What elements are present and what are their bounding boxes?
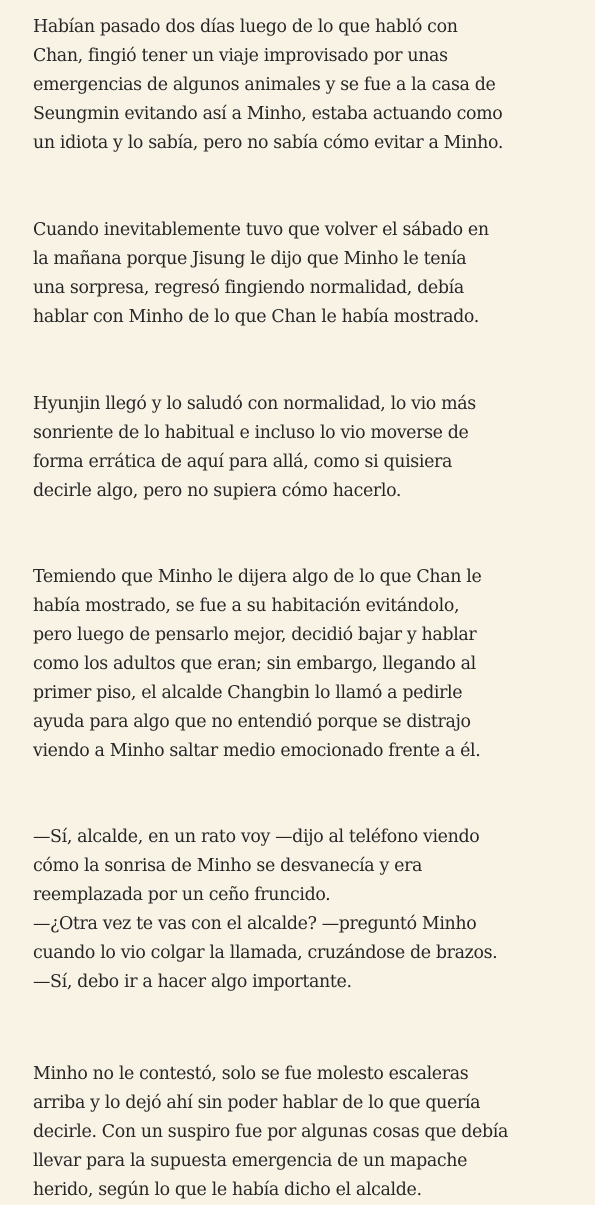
text-line: herido, según lo que le había dicho el alcalde.: [33, 1180, 422, 1200]
paragraph-8: [33, 1060, 583, 1205]
text-line: —Sí, debo ir a hacer algo importante.: [33, 972, 352, 992]
text-line: una sorpresa, regresó fingiendo normalidad, debía: [33, 278, 464, 298]
text-line: —¿Otra vez te vas con el alcalde? —preguntó Minho: [33, 914, 477, 934]
text-line: emergencias de algunos animales y se fue a la casa de: [33, 75, 496, 95]
text-line: como los adultos que eran; sin embargo, llegando al: [33, 654, 476, 674]
text-line: había mostrado, se fue a su habitación evitándolo,: [33, 596, 460, 616]
text-line: un idiota y lo sabía, pero no sabía cómo evitar a Minho.: [33, 133, 504, 153]
paragraph-2: [33, 216, 583, 332]
text-line: —Sí, alcalde, en un rato voy —dijo al teléfono viendo: [33, 827, 480, 847]
text-line: primer piso, el alcalde Changbin lo llamó a pedirle: [33, 683, 463, 703]
text-line: Cuando inevitablemente tuvo que volver el sábado en: [33, 220, 489, 240]
text-line: decirle algo, pero no supiera cómo hacerlo.: [33, 481, 402, 501]
paragraph-3: [33, 390, 583, 506]
text-line: la mañana porque Jisung le dijo que Minho le tenía: [33, 249, 467, 269]
text-line: arriba y lo dejó ahí sin poder hablar de lo que quería: [33, 1093, 481, 1113]
paragraph-5: [33, 823, 583, 910]
text-line: Hyunjin llegó y lo saludó con normalidad, lo vio más: [33, 394, 476, 414]
text-line: Temiendo que Minho le dijera algo de lo que Chan le: [33, 567, 482, 587]
text-line: forma errática de aquí para allá, como si quisiera: [33, 452, 453, 472]
text-line: decirle. Con un suspiro fue por algunas cosas que debía: [33, 1122, 508, 1142]
text-line: hablar con Minho de lo que Chan le había mostrado.: [33, 307, 479, 327]
text-line: Seungmin evitando así a Minho, estaba actuando como: [33, 104, 503, 124]
text-line: viendo a Minho saltar medio emocionado frente a él.: [33, 741, 481, 761]
text-line: reemplazada por un ceño fruncido.: [33, 885, 331, 905]
text-line: Minho no le contestó, solo se fue molesto escaleras: [33, 1064, 469, 1084]
text-line: Habían pasado dos días luego de lo que habló con: [33, 17, 458, 37]
paragraph-6: [33, 910, 583, 968]
text-line: cómo la sonrisa de Minho se desvanecía y era: [33, 856, 423, 876]
text-line: pero luego de pensarlo mejor, decidió bajar y hablar: [33, 625, 477, 645]
text-line: ayuda para algo que no entendió porque se distrajo: [33, 712, 471, 732]
paragraph-4: [33, 563, 583, 766]
text-line: llevar para la supuesta emergencia de un mapache: [33, 1151, 468, 1171]
paragraph-7: [33, 968, 583, 997]
text-line: cuando lo vio colgar la llamada, cruzándose de brazos.: [33, 943, 498, 963]
paragraph-1: [33, 13, 583, 158]
text-line: Chan, fingió tener un viaje improvisado por unas: [33, 46, 448, 66]
text-line: sonriente de lo habitual e incluso lo vio moverse de: [33, 423, 469, 443]
